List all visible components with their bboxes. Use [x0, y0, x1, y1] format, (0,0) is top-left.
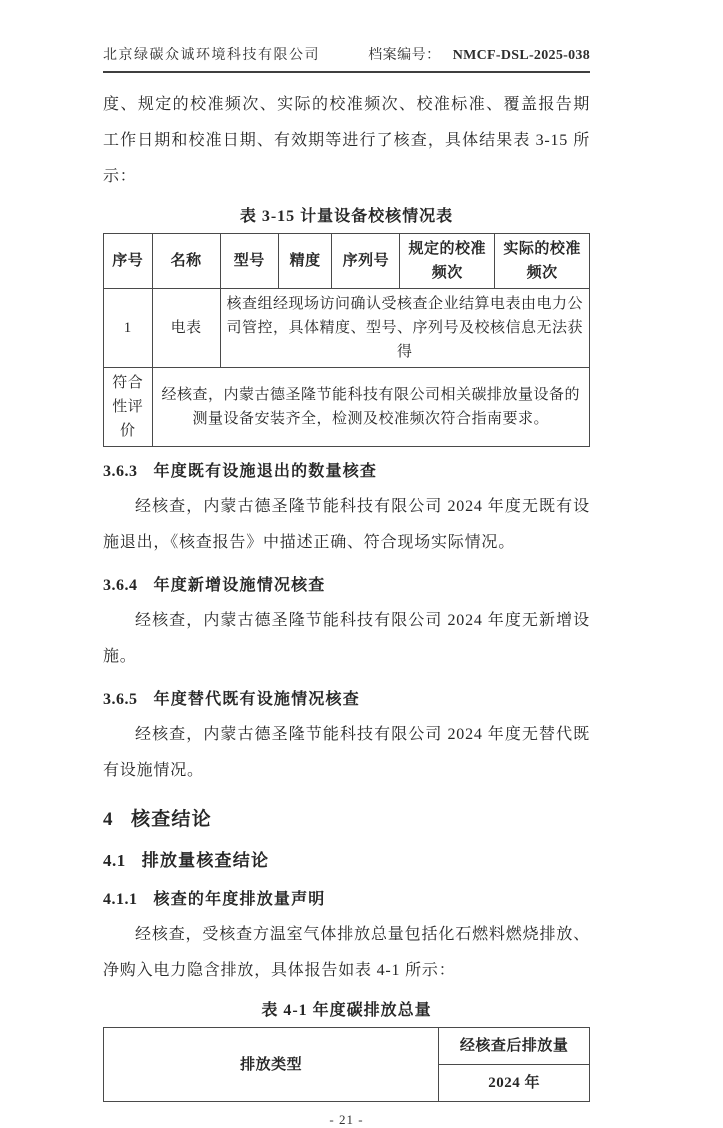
cell-conformity-label: 符合性评价: [104, 368, 153, 447]
section-heading-4-1: [103, 847, 590, 875]
cell-year: 2024 年: [439, 1065, 590, 1102]
table-row: [104, 289, 590, 368]
col-header-model: 型号: [220, 234, 278, 289]
section-number: 3.6.4: [103, 577, 138, 594]
col-header-serial: 序号: [104, 234, 153, 289]
archive-number: NMCF-DSL-2025-038: [452, 48, 590, 63]
page-header: [103, 44, 590, 73]
section-title: 年度替代既有设施情况核查: [153, 691, 360, 708]
archive-label: 档案编号：: [368, 48, 441, 63]
section-number: 4: [103, 809, 113, 830]
cell-emission-type-header: 排放类型: [104, 1028, 439, 1102]
col-header-serial-number: 序列号: [332, 234, 400, 289]
table-3-15-title: 表 3-15 计量设备校核情况表: [239, 208, 454, 225]
col-header-precision: 精度: [278, 234, 331, 289]
section-title: 排放量核查结论: [141, 851, 270, 870]
section-heading-3-6-4: [103, 573, 590, 599]
paragraph-3-6-3: 经核查，内蒙古德圣隆节能科技有限公司 2024 年度无既有设施退出，《核查报告》中描述正确、符合现场实际情况。: [103, 498, 590, 551]
cell-row-no: 1: [104, 289, 153, 368]
archive-field: [368, 44, 590, 64]
chapter-heading-4: [103, 805, 590, 835]
section-number: 3.6.5: [103, 691, 138, 708]
table-4-1: [103, 1027, 590, 1102]
paragraph-calibration-check: 度、规定的校准频次、实际的校准频次、校准标准、覆盖报告期工作日期和校准日期、有效期等进行了核查，具体结果表 3-15 所示：: [103, 96, 590, 185]
section-title: 核查结论: [131, 809, 212, 830]
section-number: 4.1.1: [103, 891, 138, 908]
header-company: 北京绿碳众诚环境科技有限公司: [103, 48, 320, 63]
paragraph-3-6-4: 经核查，内蒙古德圣隆节能科技有限公司 2024 年度无新增设施。: [103, 612, 590, 665]
section-title: 年度既有设施退出的数量核查: [153, 463, 378, 480]
table-row-conformity: [104, 368, 590, 447]
table-4-1-header-row: [104, 1028, 590, 1065]
section-title: 年度新增设施情况核查: [153, 577, 326, 594]
cell-device-name: 电表: [152, 289, 220, 368]
section-number: 3.6.3: [103, 463, 138, 480]
col-header-required-frequency: 规定的校准频次: [400, 234, 495, 289]
table-3-15: [103, 233, 590, 447]
col-header-name: 名称: [152, 234, 220, 289]
cell-device-note: 核查组经现场访问确认受核查企业结算电表由电力公司管控，具体精度、型号、序列号及校核信息无法获得: [220, 289, 589, 368]
paragraph-4-1-1: 经核查，受核查方温室气体排放总量包括化石燃料燃烧排放、净购入电力隐含排放，具体报告如表 4-1 所示：: [103, 926, 590, 979]
cell-conformity-note: 经核查，内蒙古德圣隆节能科技有限公司相关碳排放量设备的测量设备安装齐全，检测及校准频次符合指南要求。: [152, 368, 589, 447]
page-number: - 21 -: [329, 1112, 364, 1127]
table-3-15-header-row: [104, 234, 590, 289]
section-heading-3-6-5: [103, 687, 590, 713]
paragraph-3-6-5: 经核查，内蒙古德圣隆节能科技有限公司 2024 年度无替代既有设施情况。: [103, 726, 590, 779]
cell-verified-emissions-header: 经核查后排放量: [439, 1028, 590, 1065]
section-title: 核查的年度排放量声明: [153, 891, 326, 908]
col-header-actual-frequency: 实际的校准频次: [495, 234, 590, 289]
table-4-1-title: 表 4-1 年度碳排放总量: [261, 1002, 432, 1019]
section-heading-3-6-3: [103, 459, 590, 485]
section-heading-4-1-1: [103, 887, 590, 913]
section-number: 4.1: [103, 851, 126, 870]
